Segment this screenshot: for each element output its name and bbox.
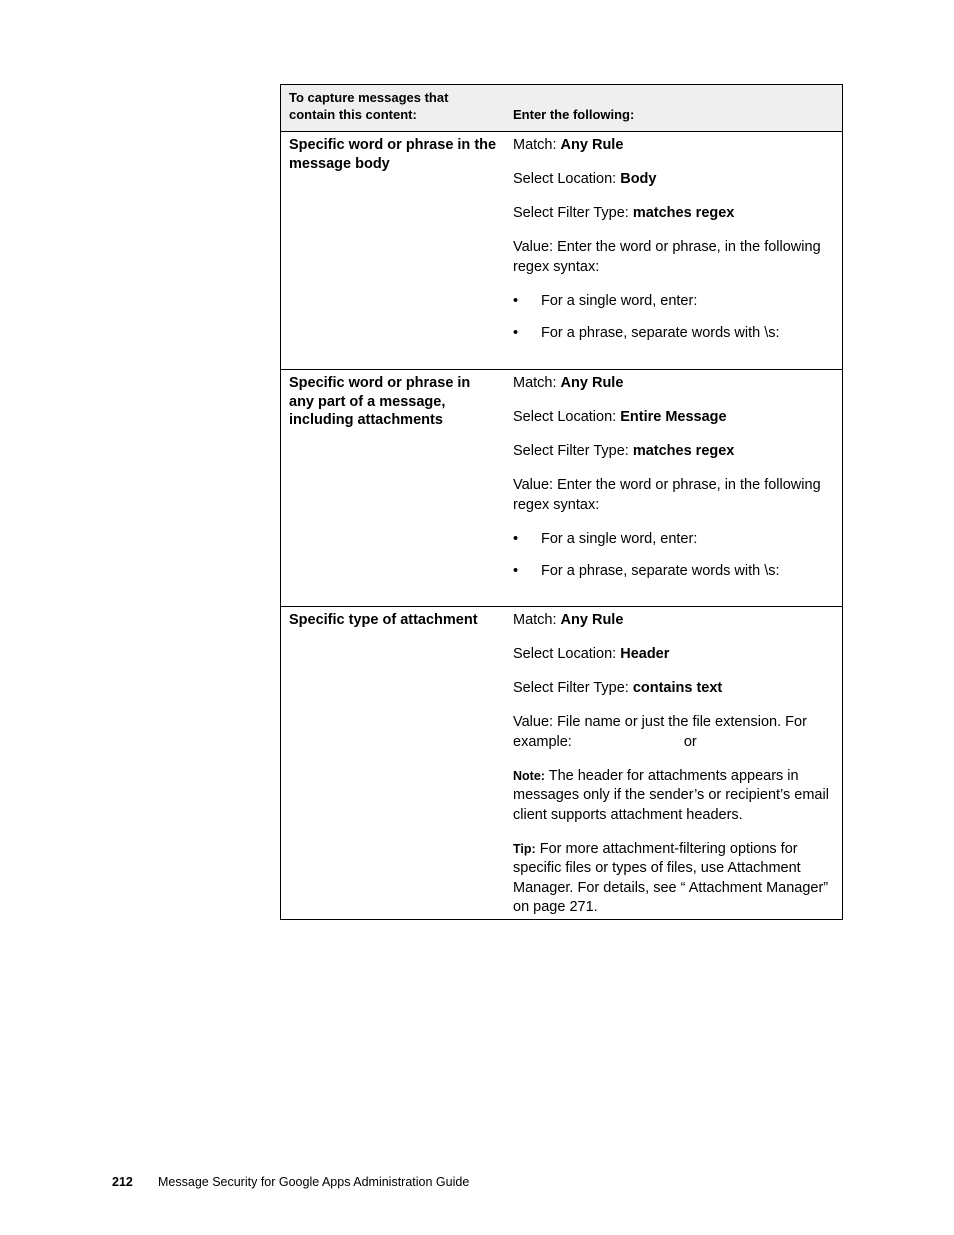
row-condition: Specific word or phrase in any part of a message, including attachments	[289, 375, 471, 428]
page-number: 212	[112, 1175, 133, 1189]
row-instructions	[505, 132, 842, 369]
tip: Tip: For more attachment-filtering options for specific files or types of files, use Attachment Manager. For details, see “ Attachment Manager” on page 271.	[513, 840, 829, 915]
value-line: Value: Enter the word or phrase, in the following regex syntax:	[513, 239, 821, 275]
location-line: Select Location: Entire Message	[513, 409, 727, 425]
bullet-icon: •	[513, 562, 519, 579]
page-footer	[112, 1174, 469, 1190]
row-condition: Specific word or phrase in the message body	[289, 137, 497, 172]
document-title: Message Security for Google Apps Administration Guide	[158, 1175, 470, 1189]
row-instructions	[505, 607, 842, 919]
filter-type-line: Select Filter Type: matches regex	[513, 205, 735, 221]
value-line: Value: Enter the word or phrase, in the following regex syntax:	[513, 477, 821, 513]
bullet-icon: •	[513, 292, 519, 309]
table-row	[281, 606, 842, 919]
list-item: • For a phrase, separate words with \s:	[513, 324, 834, 344]
filter-rules-table	[280, 84, 843, 920]
tip-label: Tip:	[513, 841, 536, 856]
match-line: Match: Any Rule	[513, 137, 624, 153]
filter-type-line: Select Filter Type: matches regex	[513, 443, 735, 459]
note-label: Note:	[513, 768, 545, 783]
location-line: Select Location: Body	[513, 171, 657, 187]
match-line: Match: Any Rule	[513, 612, 624, 628]
table-row	[281, 132, 842, 369]
list-item: • For a single word, enter:	[513, 292, 834, 312]
row-condition: Specific type of attachment	[289, 612, 478, 628]
note: Note: The header for attachments appears in messages only if the sender’s or recipient’s email client supports attachment headers.	[513, 767, 829, 823]
table-header	[281, 85, 842, 132]
list-item: • For a single word, enter:	[513, 530, 834, 550]
table-row	[281, 369, 842, 606]
row-instructions	[505, 370, 842, 606]
location-line: Select Location: Header	[513, 646, 670, 662]
value-line: Value: File name or just the file extension. For example: or	[513, 714, 807, 750]
list-item: • For a phrase, separate words with \s:	[513, 562, 834, 582]
bullet-icon: •	[513, 324, 519, 341]
bullet-icon: •	[513, 530, 519, 547]
header-capture-content: To capture messages that contain this content:	[289, 90, 449, 122]
header-enter-following: Enter the following:	[513, 107, 635, 122]
match-line: Match: Any Rule	[513, 375, 624, 391]
filter-type-line: Select Filter Type: contains text	[513, 680, 723, 696]
